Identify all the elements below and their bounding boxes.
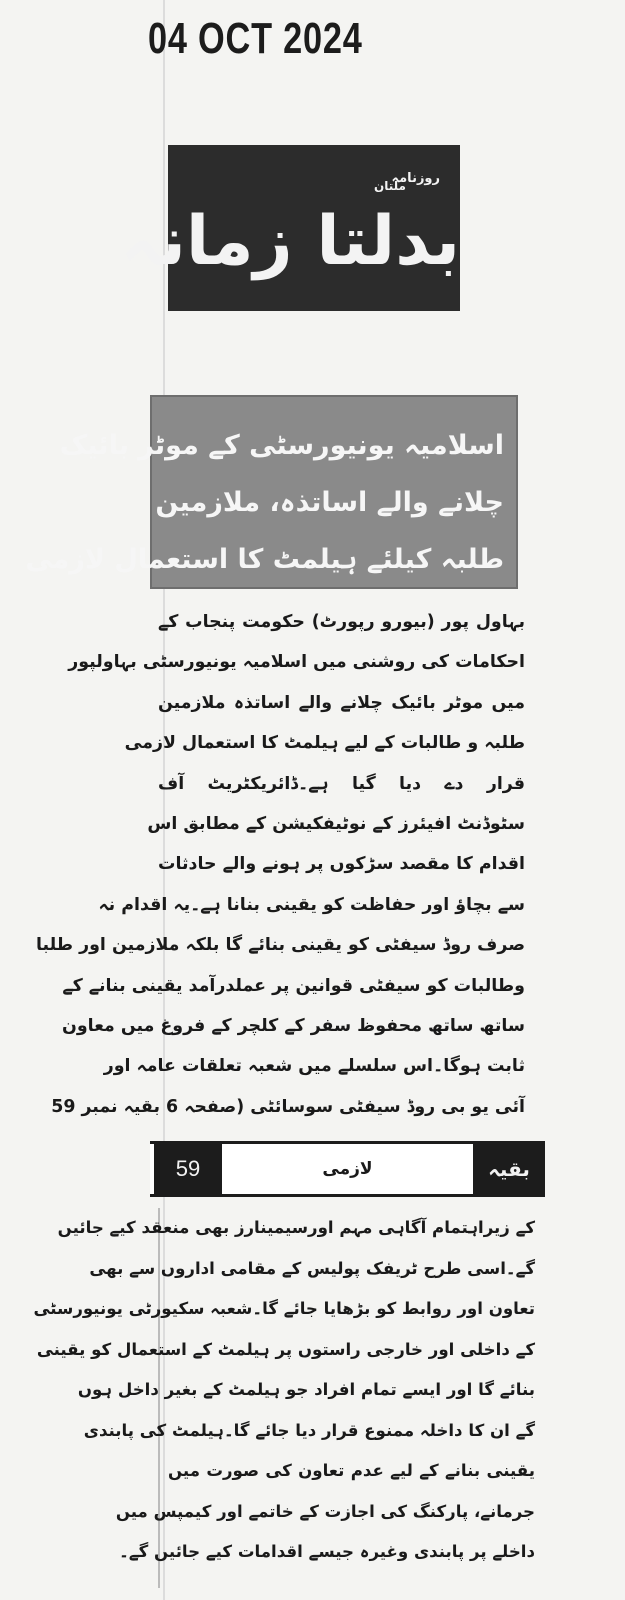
continuation-line: تعاون اور روابط کو بڑھایا جائے گا۔شعبہ سکیورٹی یونیورسٹی xyxy=(33,1299,535,1318)
continuation-line: بنائے گا اور ایسے تمام افراد جو ہیلمٹ کے بغیر داخل ہوں xyxy=(77,1380,535,1399)
headline-line: چلانے والے اساتذہ، ملازمین xyxy=(155,487,504,518)
article-headline xyxy=(25,395,518,589)
continuation-line: کے زیراہتمام آگاہی مہم اورسیمینارز بھی منعقد کیے جائیں xyxy=(57,1218,535,1237)
continuation-number: 59 xyxy=(154,1144,222,1194)
article-line: صرف روڈ سیفٹی کو یقینی بنائے گا بلکہ ملازمین اور طلبا xyxy=(35,935,525,956)
headline-line: اسلامیہ یونیورسٹی کے موٹر بائیک xyxy=(59,430,504,461)
continuation-line: گے۔اسی طرح ٹریفک پولیس کے مقامی اداروں سے بھی xyxy=(89,1258,535,1278)
article-line: اقدام کا مقصد سڑکوں پر ہونے والے حادثات xyxy=(158,854,525,875)
continuation-title: لازمی xyxy=(322,1159,373,1179)
continuation-label: بقیہ xyxy=(473,1144,545,1194)
article-line: طلبہ و طالبات کے لیے ہیلمٹ کا استعمال لازمی xyxy=(124,733,525,754)
article-line: میں موٹر بائیک چلانے والے اساتذہ ملازمین xyxy=(158,692,525,713)
article-line: سٹوڈنٹ افیئرز کے نوٹیفکیشن کے مطابق اس xyxy=(147,814,525,835)
article-line: ثابت ہوگا۔اس سلسلے میں شعبہ تعلقات عامہ اور xyxy=(103,1056,525,1077)
masthead-daily-label: روزنامہ xyxy=(391,171,440,186)
continuation-line: گے ان کا داخلہ ممنوع قرار دیا جائے گا۔ہیلمٹ کی پابندی xyxy=(83,1420,535,1440)
article-line: احکامات کی روشنی میں اسلامیہ یونیورسٹی بہاولپور xyxy=(68,652,525,673)
continuation-line: یقینی بنانے کے لیے عدم تعاون کی صورت میں xyxy=(168,1461,535,1480)
continuation-line: جرمانے، پارکنگ کی اجازت کے خاتمے اور کیمپس میں xyxy=(115,1501,535,1521)
article-body xyxy=(35,602,535,1137)
masthead-title: بدلتا زمانہ xyxy=(120,202,460,281)
newspaper-masthead xyxy=(120,145,460,311)
continuation-line: داخلے پر پابندی وغیرہ جیسے اقدامات کیے جائیں گے۔ xyxy=(119,1542,535,1561)
article-line: آئی یو بی روڈ سیفٹی سوسائٹی (صفحہ 6 بقیہ نمبر 59 xyxy=(51,1096,525,1117)
article-line: وطالبات کو سیفٹی قوانین پر عملدرآمد یقینی بنانے کے xyxy=(62,975,525,996)
article-line: قرار دے دیا گیا ہے۔ڈائریکٹریٹ آف xyxy=(158,773,525,794)
article-line: سے بچاؤ اور حفاظت کو یقینی بنانا ہے۔یہ اقدام نہ xyxy=(98,894,525,915)
continuation-line: کے داخلی اور خارجی راستوں پر ہیلمٹ کے استعمال کو یقینی xyxy=(36,1339,535,1359)
masthead-city-label: ملتان xyxy=(374,179,406,193)
article-line: ساتھ ساتھ محفوظ سفر کے کلچر کے فروغ میں معاون xyxy=(62,1016,525,1037)
continuation-body xyxy=(33,1208,543,1588)
date-stamp: 04 OCT 2024 xyxy=(148,14,363,63)
article-line: بہاول پور (بیورو رپورٹ) حکومت پنجاب کے xyxy=(158,612,525,632)
continuation-bar xyxy=(150,1141,545,1197)
headline-line: طلبہ کیلئے ہیلمٹ کا استعمال لازمی xyxy=(25,544,504,575)
